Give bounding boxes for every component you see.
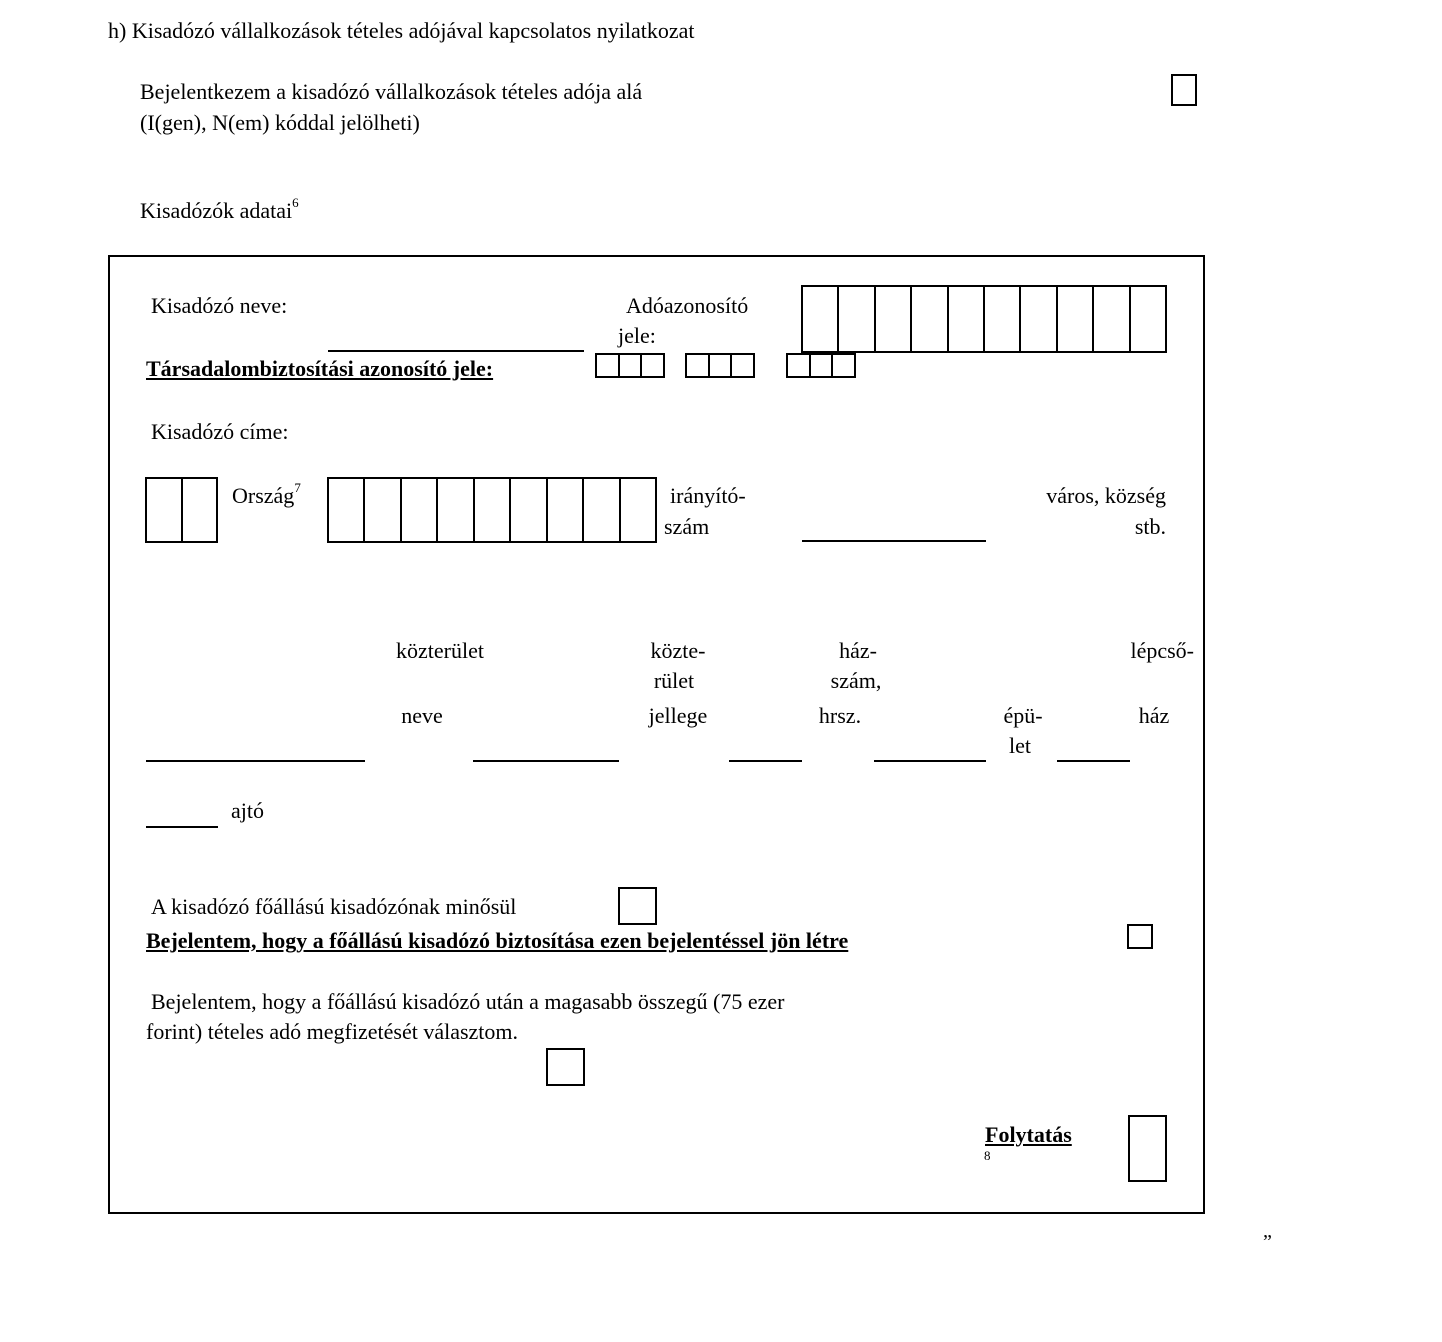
house-number-label-line1: ház- [839, 638, 877, 663]
street-name-label-line1: közterület [396, 638, 484, 663]
enroll-statement-line1: Bejelentkezem a kisadózó vállalkozások tételes adója alá [140, 79, 643, 104]
stair-label-line2: ház [1138, 703, 1170, 728]
stair-label-line1: lépcső- [1130, 638, 1194, 663]
footnote-ref-6: 6 [292, 195, 299, 210]
name-label: Kisadózó neve: [151, 293, 288, 318]
street-name-label-line2: neve [401, 703, 443, 728]
door-field[interactable] [146, 826, 218, 828]
stair-field[interactable] [1057, 760, 1130, 762]
fulltime-label: A kisadózó főállású kisadózónak minősül [151, 894, 517, 919]
closing-quote: ” [1263, 1231, 1272, 1253]
higher-tax-checkbox[interactable] [546, 1048, 585, 1086]
ssn-cells-group3[interactable] [786, 353, 856, 378]
tax-id-cells[interactable] [801, 285, 1167, 353]
enroll-statement-line2: (I(gen), N(em) kóddal jelölheti) [140, 110, 420, 135]
zip-code-cells[interactable] [327, 477, 657, 543]
higher-tax-label-line2: forint) tételes adó megfizetését választom. [146, 1019, 519, 1044]
ssn-label: Társadalombiztosítási azonosító jele: [146, 356, 494, 381]
house-number-field[interactable] [729, 760, 802, 762]
footnote-ref-8: 8 [984, 1148, 991, 1163]
building-field[interactable] [874, 760, 986, 762]
country-label: Ország$^7$ [232, 480, 301, 508]
insurance-label: Bejelentem, hogy a főállású kisadózó biztosítása ezen bejelentéssel jön létre [146, 928, 849, 953]
building-label-line2: let [1009, 733, 1031, 758]
street-type-label-line1: közte- [650, 638, 706, 663]
tax-id-label-line2: jele: [618, 323, 656, 348]
street-type-label-line3: jellege [648, 703, 708, 728]
door-label: ajtó [231, 798, 264, 823]
frame-edge-mark [1203, 982, 1205, 1048]
address-label: Kisadózó címe: [151, 419, 289, 444]
street-type-label-line2: rület [653, 668, 695, 693]
house-number-label-line2: szám, [830, 668, 882, 693]
ssn-cells-group1[interactable] [595, 353, 665, 378]
street-name-field[interactable] [146, 760, 365, 762]
higher-tax-label-line1: Bejelentem, hogy a főállású kisadózó után a magasabb összegű (75 ezer [151, 989, 785, 1014]
insurance-checkbox[interactable] [1127, 924, 1153, 949]
continuation-label: Folytatás [985, 1122, 1072, 1147]
zip-label-line2: szám [664, 514, 710, 539]
street-type-field[interactable] [473, 760, 619, 762]
city-label-line1: város, község [1046, 483, 1166, 508]
name-field[interactable] [328, 350, 584, 352]
section-title: h) Kisadózó vállalkozások tételes adójával kapcsolatos nyilatkozat [108, 18, 695, 43]
fulltime-checkbox[interactable] [618, 887, 657, 925]
house-number-label-line3: hrsz. [818, 703, 862, 728]
city-label-line2: stb. [1134, 514, 1166, 539]
ssn-cells-group2[interactable] [685, 353, 755, 378]
continuation-checkbox[interactable] [1128, 1115, 1167, 1182]
country-code-cells[interactable] [145, 477, 218, 543]
zip-city-field[interactable] [802, 540, 986, 542]
data-heading: Kisadózók adatai$^6$ [140, 195, 299, 223]
tax-id-label-line1: Adóazonosító [626, 293, 749, 318]
enroll-checkbox[interactable] [1171, 74, 1197, 106]
building-label-line1: épü- [1003, 703, 1043, 728]
zip-label-line1: irányító- [670, 483, 746, 508]
footnote-ref-7: 7 [294, 480, 301, 495]
